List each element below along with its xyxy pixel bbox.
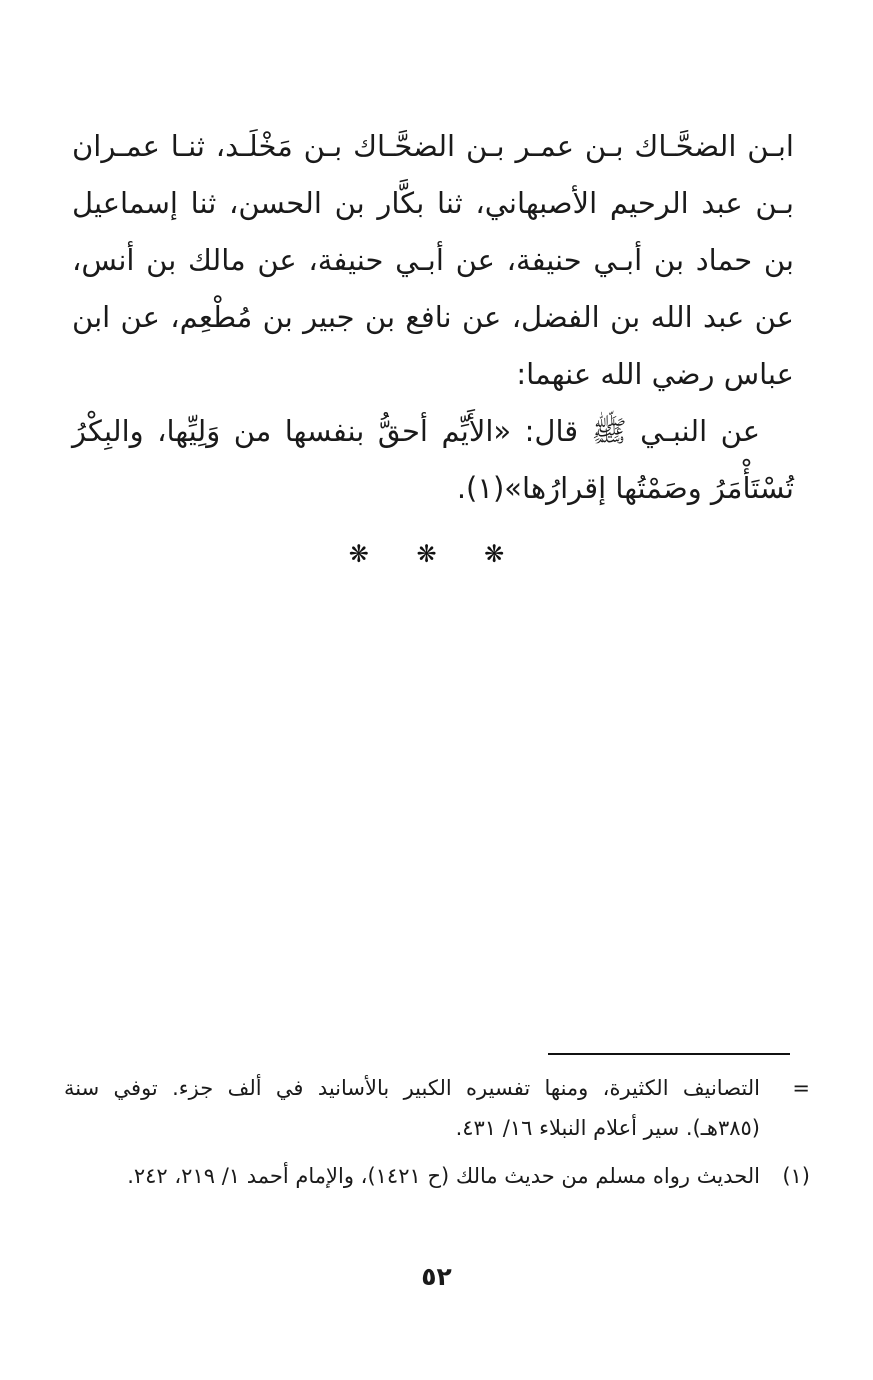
page-number: ٥٢ xyxy=(421,1262,452,1291)
footnote-text: التصانيف الكثيرة، ومنها تفسيره الكبير بالأسانيد في ألف جزء. توفي سنة (٣٨٥هـ). سير أعلام النبلاء ١٦/ ٤٣١. xyxy=(64,1076,760,1140)
footnotes xyxy=(64,1068,810,1204)
footnote-continued xyxy=(64,1068,810,1148)
section-separator: ❋ ❋ ❋ xyxy=(348,540,525,568)
footnote-divider xyxy=(548,1053,790,1055)
footnote-text: الحديث رواه مسلم من حديث مالك (ح ١٤٢١)، والإمام أحمد ١/ ٢١٩، ٢٤٢. xyxy=(127,1164,760,1188)
main-text xyxy=(72,118,794,517)
footnote-1 xyxy=(64,1156,810,1196)
footnote-marker: (١) xyxy=(782,1164,810,1188)
footnote-marker: = xyxy=(792,1076,810,1100)
isnad-paragraph: ابـن الضحَّـاك بـن عمـر بـن الضحَّـاك بـن مَخْلَـد، ثنـا عمـران بـن عبد الرحيم الأصبهاني، ثنا بكَّار بن الحسن، ثنا إسماعيل بن حماد بن أبـي حنيفة، عن أبـي حنيفة، عن مالك بن أنس، عن عبد الله بن الفضل، عن نافع بن جبير بن مُطْعِم، عن ابن عباس رضي الله عنهما: xyxy=(72,129,794,391)
hadith-paragraph: عن النبـي ﷺ قال: «الأَيِّم أحقُّ بنفسها من وَلِيِّها، والبِكْرُ تُسْتَأْمَرُ وصَمْتُها إقرارُها»(١). xyxy=(72,414,794,505)
